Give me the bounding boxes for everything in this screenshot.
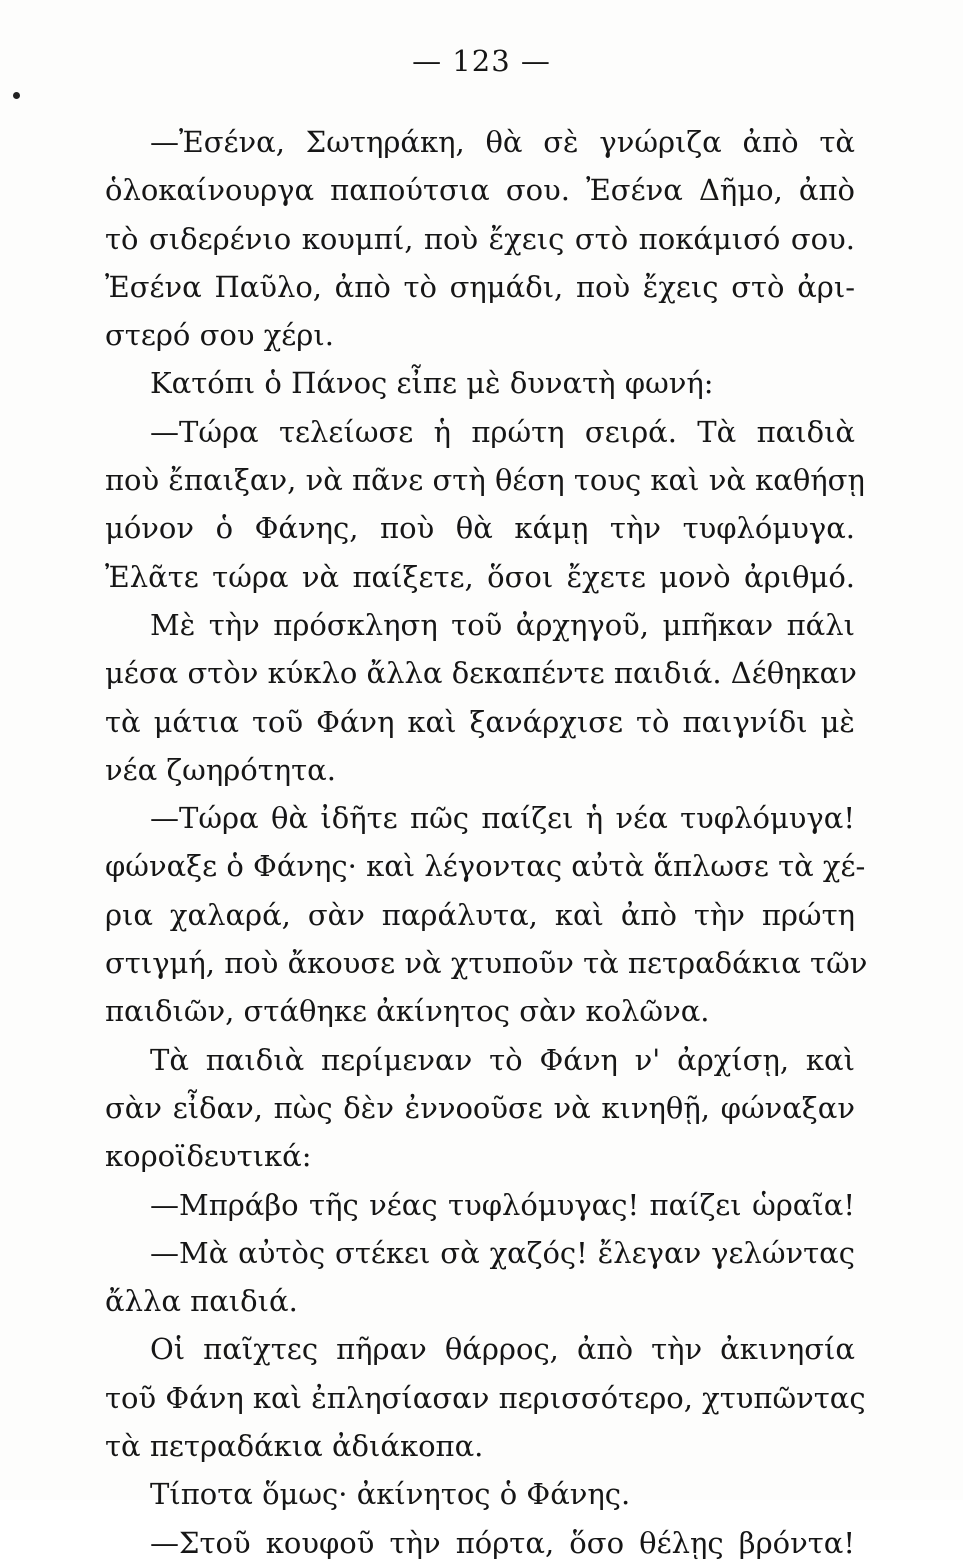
text-line: Τὰ παιδιὰ περίμεναν τὸ Φάνη ν' ἀρχίσῃ, καὶ <box>150 1042 855 1077</box>
text-line: ποὺ ἔπαιξαν, νὰ πᾶνε στὴ θέση τους καὶ νὰ καθήσῃ <box>105 463 865 498</box>
text-line: μόνον ὁ Φάνης, ποὺ θὰ κάμῃ τὴν τυφλόμυγα. <box>105 511 855 546</box>
text-line: Κατόπι ὁ Πάνος εἶπε μὲ δυνατὴ φωνή: <box>150 366 714 401</box>
text-line: παιδιῶν, στάθηκε ἀκίνητος σὰν κολῶνα. <box>105 994 710 1029</box>
text-line: ρια χαλαρά, σὰν παράλυτα, καὶ ἀπὸ τὴν πρώτη <box>105 897 855 932</box>
text-line: Οἱ παῖχτες πῆραν θάρρος, ἀπὸ τὴν ἀκινησία <box>150 1332 855 1367</box>
text-line: τὰ μάτια τοῦ Φάνη καὶ ξανάρχισε τὸ παιγνίδι μὲ <box>105 704 855 739</box>
text-line: τὸ σιδερένιο κουμπί, ποὺ ἔχεις στὸ ποκάμισό σου. <box>105 221 855 256</box>
text-line: σὰν εἶδαν, πὼς δὲν ἐννοοῦσε νὰ κινηθῇ, φώναξαν <box>105 1090 855 1125</box>
text-line: —Τώρα θὰ ἰδῆτε πῶς παίζει ἡ νέα τυφλόμυγα! <box>150 801 855 836</box>
text-line: τοῦ Φάνη καὶ ἐπλησίασαν περισσότερο, χτυπῶντας <box>105 1380 866 1415</box>
page-number: — 123 — <box>412 44 551 78</box>
text-line: ἄλλα παιδιά. <box>105 1284 298 1319</box>
text-line: Μὲ τὴν πρόσκληση τοῦ ἀρχηγοῦ, μπῆκαν πάλι <box>150 607 855 642</box>
text-line: —Μὰ αὐτὸς στέκει σὰ χαζός! ἔλεγαν γελώντας <box>150 1235 855 1270</box>
text-line: νέα ζωηρότητα. <box>105 752 336 787</box>
text-line: —Τώρα τελείωσε ἡ πρώτη σειρά. Τὰ παιδιὰ <box>150 414 855 449</box>
ink-speck <box>13 92 20 99</box>
text-line: Ἐσένα Παῦλο, ἀπὸ τὸ σημάδι, ποὺ ἔχεις στὸ ἀρι- <box>105 269 855 304</box>
text-line: —Στοῦ κουφοῦ τὴν πόρτα, ὅσο θέλῃς βρόντα! <box>150 1525 855 1560</box>
text-line: φώναξε ὁ Φάνης· καὶ λέγοντας αὐτὰ ἅπλωσε τὰ χέ- <box>105 849 866 884</box>
text-line: κοροϊδευτικά: <box>105 1139 312 1174</box>
text-line: ὁλοκαίνουργα παπούτσια σου. Ἐσένα Δῆμο, ἀπὸ <box>105 173 855 208</box>
text-line: μέσα στὸν κύκλο ἄλλα δεκαπέντε παιδιά. Δέθηκαν <box>105 656 857 691</box>
text-line: —Μπράβο τῆς νέας τυφλόμυγας! παίζει ὡραῖα! <box>150 1187 855 1222</box>
text-line: Ἐλᾶτε τώρα νὰ παίξετε, ὅσοι ἔχετε μονὸ ἀριθμό. <box>105 559 855 594</box>
body-text <box>105 118 868 1567</box>
text-line: στερό σου χέρι. <box>105 318 334 353</box>
text-line: Τίποτα ὅμως· ἀκίνητος ὁ Φάνης. <box>150 1477 631 1512</box>
text-line: τὰ πετραδάκια ἀδιάκοπα. <box>105 1429 484 1464</box>
text-line: στιγμή, ποὺ ἄκουσε νὰ χτυποῦν τὰ πετραδάκια τῶν <box>105 946 868 981</box>
text-line: —Ἐσένα, Σωτηράκη, θὰ σὲ γνώριζα ἀπὸ τὰ <box>150 125 855 159</box>
